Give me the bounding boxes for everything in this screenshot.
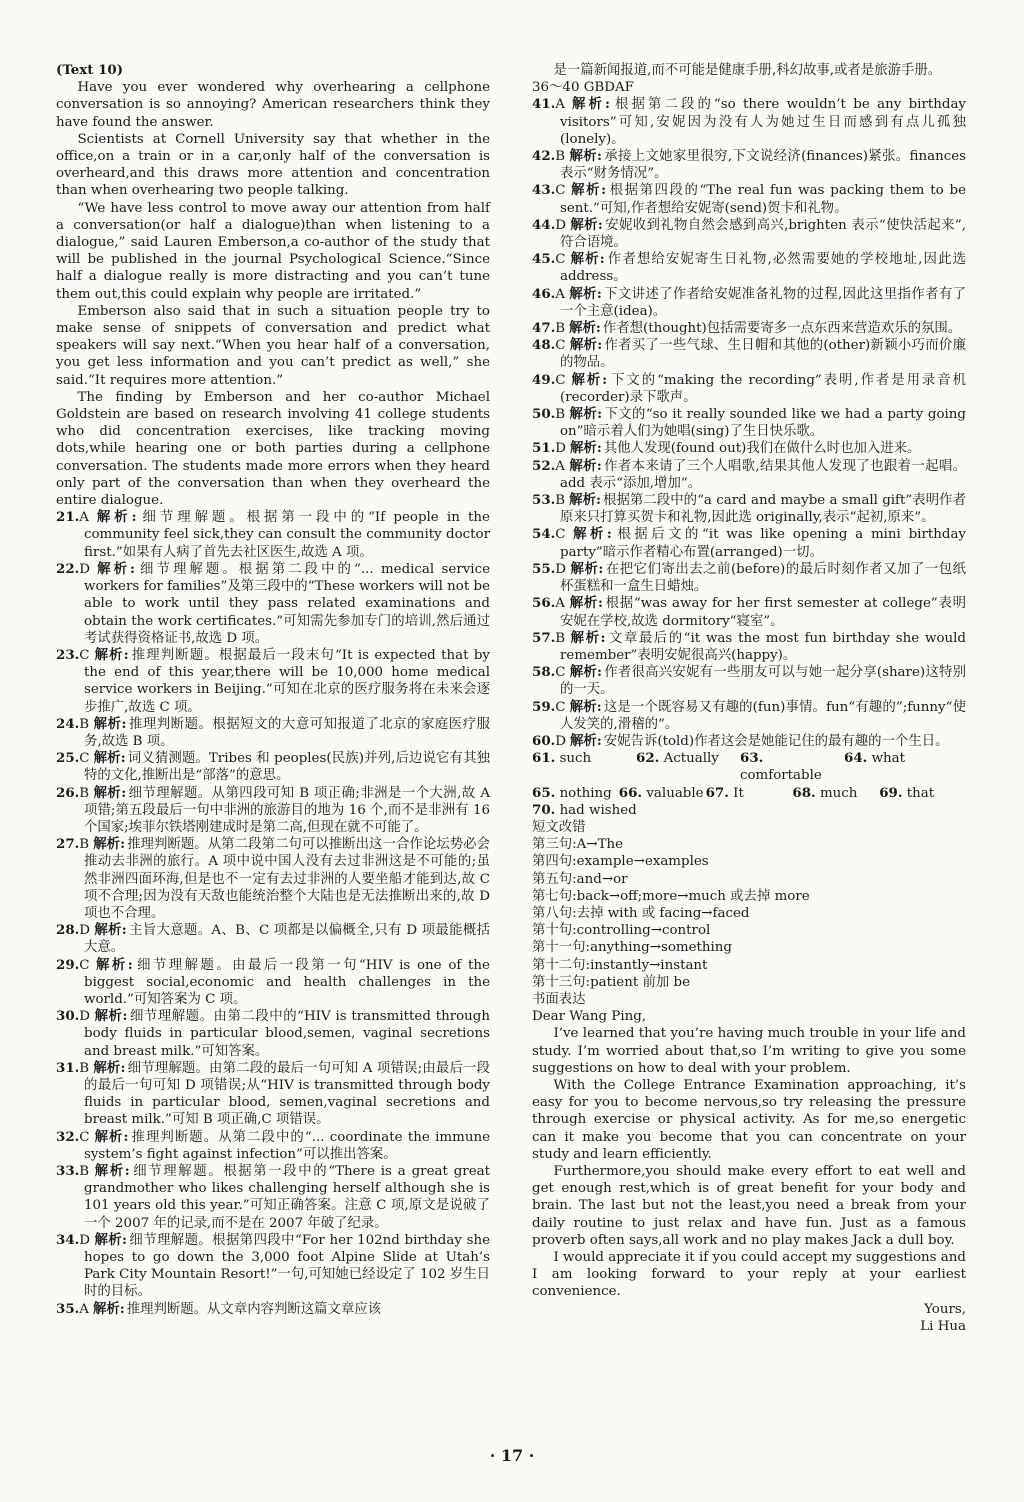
- answer-choice: B: [555, 321, 566, 337]
- answer-item: [532, 406, 966, 440]
- answer-choice: A: [555, 596, 565, 612]
- fill-answer: [532, 750, 636, 784]
- answer-item: [532, 182, 966, 216]
- answer-number: 30.: [56, 1008, 80, 1025]
- fill-word: valuable: [646, 785, 704, 801]
- explanation-text: 主旨大意题。A、B、C 项都是以偏概全,只有 D 项最能概括大意。: [84, 923, 490, 956]
- fill-number: 64.: [844, 750, 868, 767]
- explanation-label: 解析:: [569, 148, 602, 165]
- explanation-text: 根据第二段的“so there wouldn’t be any birthday visitors”可知,安妮因为没有人为她过生日而感到有点儿孤独(lonely)。: [560, 97, 966, 147]
- letter-body: [532, 1025, 966, 1300]
- answer-item: [532, 664, 966, 698]
- answer-number: 34.: [56, 1231, 80, 1248]
- explanation-label: 解析:: [92, 509, 137, 526]
- answer-number: 23.: [56, 646, 80, 663]
- letter-paragraph: I’ve learned that you’re having much trouble in your life and study. I’m worried about that,so I’m writing to give you some suggestions on how to deal with your problem.: [532, 1026, 966, 1076]
- explanation-text: 根据“was away for her first semester at college”表明安妮在学校,故选 dormitory“寝室”。: [560, 596, 966, 629]
- letter-closing: Yours,: [924, 1301, 966, 1317]
- explanation-text: 文章最后的“it was the most fun birthday she would remember”表明安妮很高兴(happy)。: [560, 630, 966, 663]
- answer-number: 35.: [56, 1300, 80, 1317]
- answer-item: [56, 1163, 490, 1232]
- answer-choice: C: [79, 751, 90, 767]
- fill-row: [532, 785, 966, 802]
- explanation-text: 细节理解题。由第二段中的“HIV is transmitted through body fluids in particular blood,semen, vaginal secretions and breast milk.”可知答案。: [84, 1009, 490, 1059]
- answer-number: 47.: [532, 320, 556, 337]
- answer-number: 29.: [56, 956, 80, 973]
- explanation-text: 推理判断题。从第二段中的“... coordinate the immune system’s fight against infection”可以推出答案。: [84, 1129, 490, 1162]
- answer-item: [532, 286, 966, 320]
- answer-number: 50.: [532, 406, 556, 423]
- fill-word: such: [559, 751, 592, 767]
- answer-number: 22.: [56, 560, 80, 577]
- fill-answer: [792, 785, 879, 802]
- answer-number: 27.: [56, 836, 80, 853]
- fill-number: 68.: [792, 784, 816, 801]
- answer-choice: D: [79, 923, 91, 939]
- explanation-label: 解析:: [93, 715, 127, 732]
- explanation-text: 推理判断题。从第二段第二句可以推断出这一合作论坛势必会推动去非洲的旅行。A 项中说中国人没有去过非洲这是不可能的;虽然非洲四面环海,但是也不一定有去过非洲的人要坐船才能到达,故 C 项不合理;因为没有天敌也能统治整个大陆也是无法推断出来的,故 D 项也不合理。: [84, 837, 490, 921]
- fill-number: 70.: [532, 801, 556, 818]
- answer-choice: C: [79, 957, 90, 973]
- answer-item: [532, 96, 966, 148]
- explanation-text: 下文的“making the recording”表明,作者是用录音机(recorder)录下歌声。: [560, 372, 966, 405]
- fill-answer: [532, 802, 637, 819]
- answer-number: 26.: [56, 784, 80, 801]
- explanation-label: 解析:: [93, 646, 129, 663]
- fill-number: 61.: [532, 750, 556, 767]
- answer-choice: B: [555, 149, 566, 165]
- correction-item: 第十句:controlling→control: [532, 923, 711, 939]
- answer-number: 31.: [56, 1059, 80, 1076]
- fill-answer: [844, 750, 948, 784]
- explanation-text: 作者本来请了三个人唱歌,结果其他人发现了也跟着一起唱。add 表示“添加,增加”。: [560, 458, 966, 491]
- explanation-label: 解析:: [92, 1300, 125, 1317]
- answer-choice: A: [79, 1301, 89, 1317]
- writing-title: 书面表达: [532, 991, 586, 1007]
- explanation-label: 解析:: [94, 1231, 127, 1248]
- correction-item: 第四句:example→examples: [532, 854, 709, 870]
- answer-choice: D: [555, 733, 567, 749]
- answer-number: 42.: [532, 148, 556, 165]
- explanation-text: 根据第二段中的“a card and maybe a small gift”表明作者原来只打算买贺卡和礼物,因此选 originally,表示“起初,原来”。: [560, 493, 966, 526]
- explanation-text: 细节理解题。根据第一段中的“If people in the community feel sick,they can consult the community doctor first.”如果有人病了首先去社区医生,故选 A 项。: [84, 510, 490, 560]
- answer-list: [532, 96, 966, 750]
- explanation-text: 作者想给安妮寄生日礼物,必然需要她的学校地址,因此选 address。: [560, 252, 966, 285]
- answer-item: [532, 733, 966, 750]
- answer-item: [56, 1232, 490, 1301]
- explanation-text: 作者很高兴安妮有一些朋友可以与她一起分享(share)这特别的一天。: [560, 665, 966, 698]
- answer-number: 43.: [532, 182, 556, 199]
- answer-choice: B: [555, 407, 566, 423]
- explanation-label: 解析:: [94, 1008, 128, 1025]
- passage-paragraph: Have you ever wondered why overhearing a cellphone conversation is so annoying? American researchers think they have found the answer.: [56, 80, 490, 130]
- answer-item: [56, 561, 490, 647]
- answer-number: 48.: [532, 337, 556, 354]
- passage-paragraph: “We have less control to move away our attention from half a conversation(or half a dialogue)than when listening to a dialogue,” said Lauren Emberson,a co-author of the study that will be published in the journal Psychological Science.“Since half a dialogue really is more distracting and you can’t tune them out,this could explain why people are irritated.”: [56, 200, 490, 302]
- explanation-label: 解析:: [569, 698, 602, 715]
- explanation-label: 解析:: [568, 96, 610, 113]
- answer-number: 53.: [532, 492, 556, 509]
- explanation-label: 解析:: [569, 629, 606, 646]
- answer-item: [532, 320, 966, 337]
- answer-choice: B: [79, 785, 90, 801]
- answer-number: 46.: [532, 285, 556, 302]
- fill-number: 69.: [879, 784, 903, 801]
- explanation-text: 安妮收到礼物自然会感到高兴,brighten 表示“使快活起来”,符合语境。: [560, 217, 966, 251]
- answer-choice: B: [79, 837, 90, 853]
- answer-item: [532, 630, 966, 664]
- explanation-label: 解析:: [93, 836, 126, 853]
- answer-number: 58.: [532, 664, 556, 681]
- answer-item: [56, 1129, 490, 1163]
- answer-item: [532, 595, 966, 629]
- answer-number: 49.: [532, 371, 556, 388]
- answer-item: [56, 647, 490, 716]
- answer-item: [532, 492, 966, 526]
- explanation-label: 解析:: [569, 664, 602, 681]
- fill-answer: [879, 785, 966, 802]
- explanation-label: 解析:: [93, 784, 127, 801]
- answer-choice: D: [79, 561, 91, 577]
- answer-choice: B: [555, 630, 566, 646]
- explanation-text: 在把它们寄出去之前(before)的最后时刻作者又加了一包纸杯蛋糕和一盒生日蜡烛。: [560, 561, 966, 595]
- explanation-label: 解析:: [94, 922, 127, 939]
- explanation-text: 细节理解题。根据第二段中的“... medical service workers for families”及第三段中的“These workers will not be able to work until they pass related examinations and obtain the work certificates.”可知需先参加专门的培训,然后通过考试获得资格证书,故选 D 项。: [84, 561, 490, 646]
- answer-number: 51.: [532, 440, 556, 457]
- answer-number: 54.: [532, 526, 556, 543]
- answer-choice: C: [555, 183, 566, 199]
- explanation-text: 根据第四段的“The real fun was packing them to be sent.”可知,作者想给安妮寄(send)贺卡和礼物。: [560, 183, 966, 216]
- answer-number: 21.: [56, 509, 80, 526]
- passage-paragraph: Scientists at Cornell University say that whether in the office,on a train or in a car,only half of the conversation is overheard,and this draws more attention and concentration than when overhearing two people talking.: [56, 131, 490, 199]
- correction-item: 第五句:and→or: [532, 871, 628, 887]
- fill-word: much: [819, 785, 858, 801]
- answer-item: [56, 716, 490, 750]
- explanation-label: 解析:: [570, 440, 602, 457]
- answer-number: 44.: [532, 216, 556, 233]
- answer-choice: C: [555, 665, 566, 681]
- fill-word: nothing: [559, 785, 612, 801]
- answer-number: 60.: [532, 732, 556, 749]
- answer-item: [532, 251, 966, 285]
- explanation-label: 解析:: [570, 560, 604, 577]
- explanation-label: 解析:: [93, 1059, 126, 1076]
- answer-number: 55.: [532, 560, 556, 577]
- answer-number: 33.: [56, 1163, 80, 1179]
- explanation-text: 细节理解题。由最后一段第一句“HIV is one of the biggest social,economic and health challenges in the world.”可知答案为 C 项。: [84, 957, 490, 1007]
- explanation-text: 下文的“so it really sounded like we had a party going on”暗示着人们为她唱(sing)了生日快乐歌。: [560, 407, 966, 440]
- letter-signature: Li Hua: [920, 1318, 966, 1334]
- answer-choice: C: [79, 1129, 90, 1145]
- explanation-text: 作者买了一些气球、生日帽和其他的(other)新颖小巧而价廉的物品。: [560, 338, 966, 371]
- fill-answer: [636, 750, 740, 784]
- answer-choice: B: [79, 1164, 90, 1179]
- explanation-text: 其他人发现(found out)我们在做什么时也加入进来。: [603, 441, 921, 457]
- fill-number: 62.: [636, 750, 660, 767]
- fill-answer: [619, 785, 706, 802]
- answer-item: [56, 957, 490, 1009]
- correction-item: 第十二句:instantly→instant: [532, 957, 708, 973]
- letter-paragraph: I would appreciate it if you could accept my suggestions and I am looking forward to your reply at your earliest convenience.: [532, 1250, 966, 1300]
- answer-item: [56, 509, 490, 561]
- answer-choice: D: [555, 441, 567, 457]
- answer-choice: C: [555, 699, 566, 715]
- answer-number: 32.: [56, 1128, 80, 1145]
- fill-row: [532, 750, 966, 784]
- answer-number: 41.: [532, 96, 556, 113]
- answer-choice: D: [555, 561, 567, 577]
- fill-answer: [740, 750, 844, 784]
- explanation-label: 解析:: [568, 285, 602, 302]
- fill-number: 65.: [532, 784, 556, 801]
- answer-choice: A: [555, 286, 565, 302]
- passage-paragraph: Emberson also said that in such a situation people try to make sense of snippets of conversation and predict what speakers will say next.“When you hear half of a conversation, you get less information and you can’t predict as well,” she said.“It requires more attention.”: [56, 303, 490, 388]
- explanation-text: 细节理解题。由第二段的最后一句可知 A 项错误;由最后一段的最后一句可知 D 项错误;从“HIV is transmitted through body fluids in particular blood, semen,vaginal secretions and breast milk.”可知 B 项正确,C 项错误。: [84, 1060, 490, 1128]
- explanation-label: 解析:: [569, 251, 605, 268]
- answer-item: [56, 1301, 490, 1318]
- explanation-text: 这是一个既容易又有趣的(fun)事情。fun“有趣的”;funny“使人发笑的,滑稽的”。: [560, 699, 966, 732]
- explanation-label: 解析:: [569, 182, 607, 199]
- answer-item: [532, 561, 966, 595]
- answer-item: [532, 699, 966, 733]
- explanation-label: 解析:: [93, 1163, 130, 1179]
- explanation-label: 解析:: [94, 560, 135, 577]
- answer-choice: B: [79, 1060, 90, 1076]
- page-number: · 17 ·: [489, 1446, 535, 1465]
- fill-in-answers: [532, 750, 966, 819]
- correction-item: 第三句:A→The: [532, 837, 624, 853]
- answer-number: 52.: [532, 457, 556, 474]
- explanation-text: 词义猜测题。Tribes 和 peoples(民族)并列,后边说它有其独特的文化,推断出是“部落”的意思。: [84, 751, 490, 784]
- fill-number: 67.: [705, 784, 729, 801]
- answer-item: [532, 440, 966, 457]
- explanation-text: 细节理解题。从第四段可知 B 项正确;非洲是一个大洲,故 A 项错;第五段最后一句中非洲的旅游目的地为 16 个,而不是非洲有 16 个国家;埃菲尔铁塔刚建成时是第二高,但现在就不可能了。: [84, 785, 490, 835]
- answer-item: [532, 526, 966, 560]
- fill-word: It: [733, 785, 744, 801]
- answer-number: 57.: [532, 629, 556, 646]
- explanation-text: 推理判断题。根据最后一段末句“It is expected that by the end of this year,there will be 10,000 home medical service workers in Beijing.”可知在北京的医疗服务将在未来会逐步推广,故选 C 项。: [84, 647, 490, 715]
- fill-number: 63.: [740, 750, 764, 767]
- explanation-label: 解析:: [93, 956, 133, 973]
- explanation-label: 解析:: [569, 337, 603, 354]
- fill-number: 66.: [618, 784, 643, 801]
- answer-choice: B: [79, 716, 90, 732]
- explanation-label: 解析:: [569, 492, 601, 509]
- explanation-label: 解析:: [93, 1128, 129, 1145]
- explanation-label: 解析:: [569, 526, 612, 543]
- answer-number: 56.: [532, 595, 556, 612]
- explanation-label: 解析:: [568, 595, 603, 612]
- answer-item: [56, 922, 490, 956]
- answer-number: 24.: [56, 715, 80, 732]
- correction-list: [532, 836, 966, 991]
- fill-answer: [706, 785, 793, 802]
- fill-word: Actually: [663, 751, 719, 767]
- answer-continuation: 是一篇新闻报道,而不可能是健康手册,科幻故事,或者是旅游手册。: [553, 63, 942, 78]
- correction-item: 第十一句:anything→something: [532, 940, 732, 956]
- correction-item: 第十三句:patient 前加 be: [532, 974, 691, 990]
- answer-choice: A: [79, 510, 89, 526]
- letter-salutation: Dear Wang Ping,: [532, 1009, 647, 1025]
- explanation-label: 解析:: [569, 371, 608, 388]
- explanation-text: 细节理解题。根据第一段中的“There is a great great grandmother who likes challenging herself although she is 101 years old this year.”可知正确答案。注意 C 项,原文是说破了一个 2007 年的记录,而不是在 2007 年破了纪录。: [84, 1164, 490, 1231]
- explanation-label: 解析:: [93, 750, 126, 767]
- explanation-text: 推理判断题。根据短文的大意可知报道了北京的家庭医疗服务,故选 B 项。: [84, 716, 490, 749]
- answer-choice: C: [555, 527, 566, 543]
- text-heading: (Text 10): [56, 62, 124, 78]
- answer-number: 25.: [56, 750, 80, 767]
- fill-answer: [532, 785, 619, 802]
- answer-choice: C: [555, 338, 566, 354]
- answer-choice: C: [555, 252, 566, 268]
- answer-choice: C: [79, 647, 90, 663]
- answer-item: [532, 148, 966, 182]
- answer-number: 45.: [532, 251, 556, 268]
- answer-choice: D: [555, 217, 567, 233]
- answer-number: 59.: [532, 698, 556, 715]
- answer-item: [56, 750, 490, 784]
- fill-word: that: [906, 785, 935, 801]
- answer-choice: D: [79, 1232, 91, 1248]
- explanation-label: 解析:: [568, 457, 602, 474]
- answer-item: [56, 785, 490, 837]
- correction-item: 第七句:back→off;more→much 或去掉 more: [532, 888, 810, 904]
- fill-word: comfortable: [740, 768, 822, 784]
- explanation-text: 安妮告诉(told)作者这会是她能记住的最有趣的一个生日。: [603, 733, 949, 749]
- right-column: [532, 62, 966, 1335]
- answer-choice: A: [555, 97, 565, 113]
- explanation-text: 细节理解题。根据第四段中“For her 102nd birthday she hopes to go down the 3,000 foot Alpine Slide at Utah’s Park City Mountain Resort!”一句,可知她已经设定了 102 岁生日时的目标。: [84, 1232, 490, 1300]
- fill-row: [532, 802, 966, 819]
- passage-paragraph: The finding by Emberson and her co-author Michael Goldstein are based on research involving 41 college students who did concentration exercises, like tracking moving dots,while hearing one or both parties during a cellphone conversation. The students made more errors when they heard only part of the conversation than when they overheard the entire dialogue.: [56, 389, 490, 509]
- left-column: [56, 62, 490, 1318]
- answer-choice: C: [555, 372, 566, 388]
- explanation-text: 根据后文的“it was like opening a mini birthday party”暗示作者精心布置(arranged)一切。: [560, 527, 966, 560]
- explanation-label: 解析:: [570, 732, 602, 749]
- letter-paragraph: Furthermore,you should make every effort to eat well and get enough rest,which is of great benefit for your body and brain. The last but not the least,you need a break from your daily routine to just relax and have fun. Just as a famous proverb often says,all work and no play makes Jack a dull boy.: [532, 1164, 966, 1248]
- explanation-text: 作者想(thought)包括需要寄多一点东西来营造欢乐的氛围。: [602, 321, 962, 337]
- answer-item: [532, 217, 966, 251]
- answer-item: [56, 1008, 490, 1060]
- answer-choice: D: [79, 1009, 91, 1025]
- answer-item: [56, 836, 490, 922]
- answer-item: [532, 372, 966, 406]
- letter-paragraph: With the College Entrance Examination approaching, it’s easy for you to become nervous,so try releasing the pressure through exercise or physical activity. As for me,so energetic can it make you become that you can concentrate on your study and learn efficiently.: [532, 1077, 966, 1162]
- correction-item: 第八句:去掉 with 或 facing→faced: [532, 905, 750, 921]
- answer-list: [56, 509, 490, 1318]
- range-answer: 36～40 GBDAF: [532, 80, 634, 96]
- fill-word: what: [871, 751, 906, 767]
- answer-choice: A: [555, 458, 565, 474]
- explanation-text: 下文讲述了作者给安妮准备礼物的过程,因此这里指作者有了一个主意(idea)。: [560, 286, 966, 319]
- explanation-text: 承接上文她家里很穷,下文说经济(finances)紧张。finances 表示“财务情况”。: [560, 149, 966, 182]
- explanation-text: 推理判断题。从文章内容判断这篇文章应该: [126, 1301, 382, 1317]
- answer-item: [532, 458, 966, 492]
- answer-item: [56, 1060, 490, 1129]
- answer-choice: B: [555, 493, 566, 509]
- explanation-label: 解析:: [570, 216, 603, 233]
- explanation-label: 解析:: [569, 406, 603, 423]
- answer-item: [532, 337, 966, 371]
- answer-number: 28.: [56, 922, 80, 939]
- correction-title: 短文改错: [532, 819, 586, 835]
- fill-word: had wished: [559, 802, 637, 818]
- explanation-label: 解析:: [569, 320, 601, 337]
